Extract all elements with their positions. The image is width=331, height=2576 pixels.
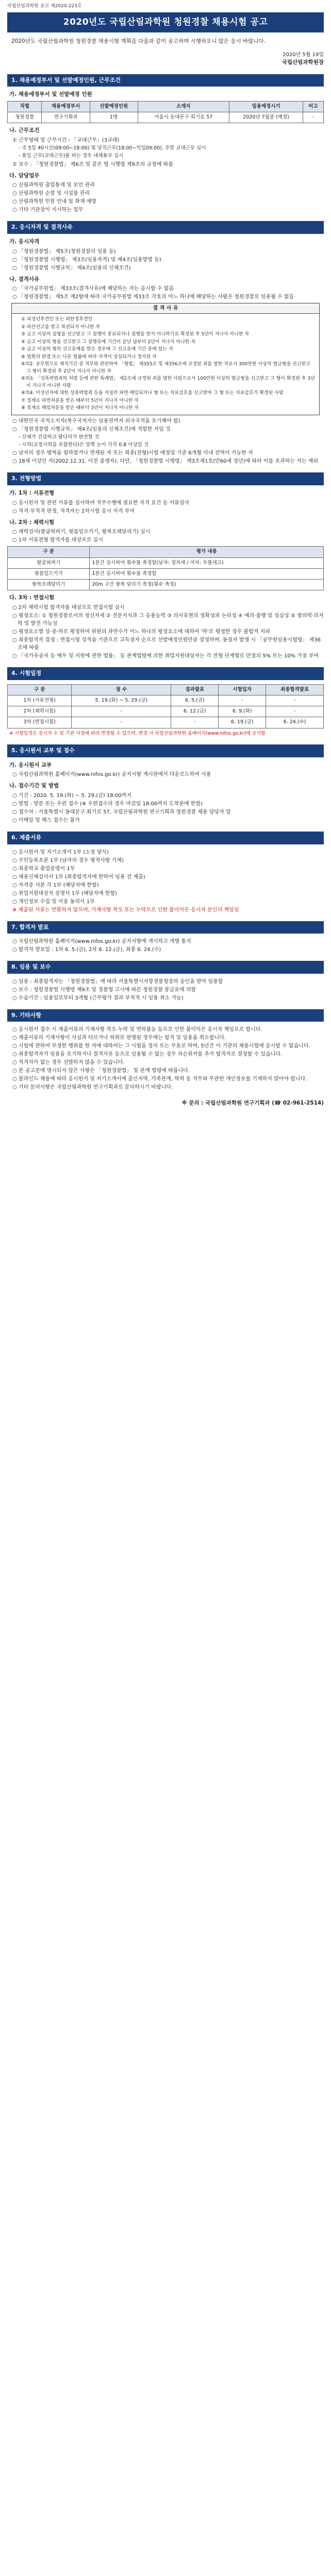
list-item: ○ 방법 : 방문 또는 우편 접수 (※ 우편접수의 경우 마감일 18:00까지 도착분에 한함) [12,801,203,807]
table-cell: 6. 24.(수) [266,717,324,728]
section-heading-6: 6. 제출서류 [7,832,324,844]
col-header: 구 분 [8,684,72,695]
box-item: ⑦ 징계로 파면처분을 받은 때부터 5년이 지나지 아니한 자 [21,398,139,403]
section-heading-1: 1. 채용예정부서 및 선발예정인원, 근무조건 [7,74,324,87]
list-item: ○ 시험에 관하여 부정한 행위를 한 자에 대하여는 그 시험을 정지 또는 무효로 하며, 5년간 이 기관의 채용시험에 응시할 수 없습니다. [12,1043,310,1049]
list-item: ○ 수습기간 : 임용일로부터 3개월 (근무평가 결과 부적격 시 임용 취소 가능) [12,995,184,1001]
table-cell: 1분간 실시하여 횟수를 측정함 [90,568,324,579]
col-header: 구 분 [8,547,90,557]
list-item: ○ 최종학교 졸업증명서 1부 [12,866,75,872]
box-item: ⑤ 금고 이상의 형의 선고유예를 받은 경우에 그 선고유예 기간 중에 있는 자 [21,347,173,352]
list-item: ○ 「국가공무원법」 제33조(결격사유)에 해당하는 자는 응시할 수 없음 [12,286,174,292]
col-header: 소재지 [138,101,229,112]
list-item: ○ 보수 : 청원경찰법 시행령 제9조 및 경찰청 고시에 따른 청원경찰 봉급표에 의함 [12,987,196,993]
list-item: ○ 제출서류의 기재사항이 사실과 다르거나 허위로 판명된 경우에는 합격 및 임용을 취소합니다. [12,1035,226,1041]
list-item: ○ 블라인드 채용에 따라 응시원서 및 자기소개서에 출신지역, 가족관계, 학력 등 직무와 무관한 개인정보를 기재하지 말아야 합니다. [12,1076,307,1082]
notice-number: 국립산림과학원 공고 제2020-223호 [7,4,82,9]
list-item: ○ 2차 체력시험 합격자를 대상으로 면접시험 실시 [12,605,125,611]
table-cell: - [266,706,324,717]
section-heading-4: 4. 시험일정 [7,667,324,680]
s3-sub-da: 다. 3차 : 면접시험 [9,595,55,601]
box-item: ⑥ 법원의 판결 또는 다른 법률에 따라 자격이 상실되거나 정지된 자 [21,354,157,360]
list-item: ○ 최종합격자가 임용을 포기하거나 결격사유 등으로 임용될 수 없는 경우 차순위자를 추가 합격자로 결정할 수 있습니다. [12,1052,283,1057]
list-item: - 주 5일 40시간(09:00~18:00) 및 당직근무(18:00~익일09:00), 주말 교대근무 실시 [19,145,206,151]
list-item: ○ 「청원경찰법 시행규칙」 제4조(임용의 신체조건)에 적합한 자일 것 [12,426,171,432]
list-item: ○ 응시원서 및 관련 서류를 심사하여 직무수행에 필요한 자격 요건 등 서류심사 [12,500,190,506]
list-item: ○ 적격·부적격 판정, 적격자는 2차시험 응시 자격 부여 [12,508,135,514]
issuing-org: 국립산림과학원장 [282,59,324,65]
list-item: - 휴일 근무(교대근무)를 하는 경우 대체휴무 실시 [19,153,124,159]
section-heading-9: 9. 기타사항 [7,1009,324,1022]
fitness-table [7,546,324,590]
list-item: ○ 「청원경찰법」 제5조 제2항에 따라 국가공무원법 제33조 각호의 어느 하나에 해당하는 사람은 청원경찰로 임용될 수 없음 [12,294,294,300]
list-item: ○ 기간 : 2020. 5. 19.(화) ~ 5. 29.(금) 18:00까지 [12,793,131,799]
table-cell: 청원경찰 [8,112,42,123]
box-item: ⑥의4. 미성년자에 대한 성폭력범죄 등을 저질러 파면·해임되거나 형 또는 치료감호를 선고받아 그 형 또는 치료감호가 확정된 사람 [21,391,284,396]
table-row [8,112,324,123]
list-item: ○ 산림과학원 순찰 및 시설물 관리 [12,191,90,197]
col-header: 평가 내용 [90,547,324,557]
section-heading-2: 2. 응시자격 및 결격사유 [7,221,324,234]
table-cell: 서울시 동대문구 회기로 57 [138,112,229,123]
schedule-table [7,684,324,728]
schedule-note: ※ 시험일정은 응시자 수 및 기관 사정에 따라 변경될 수 있으며, 변경 시 국립산림과학원 홈페이지(www.nifos.go.kr)에 공지함 [9,731,266,736]
list-item: ① 근무형태 및 근무시간 : 「교대근무」(3교대) [12,138,120,143]
page-title: 2020년도 국립산림과학원 청원경찰 채용시험 공고 [7,12,324,33]
table-cell: 6. 12.(금) [171,706,219,717]
s1-sub-na: 나. 근무조건 [9,127,40,134]
list-item: ○ 이메일 및 팩스 접수는 불가 [12,818,80,823]
list-item: ○ 18세 이상인 자(2002.12.31. 이전 출생자). 다만, 「청원경찰법 시행령」 제3조제1호(만60세 정년)에 따라 이를 초과하는 자는 제외 [12,459,319,465]
col-header: 임용예정시기 [229,101,303,112]
list-item: ○ 본 공고문에 명시되지 않은 사항은 「청원경찰법」 및 관계 법령에 따릅니다. [12,1068,190,1074]
list-item: ○ 자격증 사본 각 1부 (해당자에 한함) [12,882,99,888]
list-item: ○ 체력검사(팔굽혀펴기, 윗몸일으키기, 왕복오래달리기) 실시 [12,529,151,535]
list-item: ○ 적격자가 없는 경우 선발하지 않을 수 있습니다. [12,1060,125,1065]
list-item: ○ 「청원경찰법」 제5조(청원경찰의 임용 등) [12,248,116,255]
list-item: - 신체가 건강하고 팔다리가 완전할 것 [19,434,100,440]
table-cell: - [72,717,171,728]
box-item: ⑥의3. 「성폭력범죄의 처벌 등에 관한 특례법」 제2조에 규정된 죄를 범한 사람으로서 100만원 이상의 벌금형을 선고받고 그 형이 확정된 후 3년이 지나지 아니한 사람 [21,376,315,388]
s2-sub-na: 나. 결격사유 [9,276,40,282]
table-cell: - [266,695,324,706]
list-item: ○ 기타 기관장이 지시하는 업무 [12,207,84,213]
list-item: ○ 국립산림과학원 홈페이지(www.nifos.go.kr) 공지사항에 게시하고 개별 통지 [12,939,191,944]
section-heading-3: 3. 전형방법 [7,472,324,485]
list-item: ○ 접수처 : 서울특별시 동대문구 회기로 57, 국립산림과학원 연구기획과 청원경찰 채용 담당자 앞 [12,809,231,815]
col-header: 비고 [303,101,324,112]
table-cell: 1분간 실시하여 횟수를 측정함(남자: 정자세 / 여자: 무릎대고) [90,557,324,568]
table-cell: 팔굽혀펴기 [8,557,90,568]
table-cell: 연구기획과 [42,112,90,123]
list-item: ○ 응시원서 및 자기소개서 1부 (소정 양식) [12,849,109,855]
table-cell: 왕복오래달리기 [8,580,90,590]
recruitment-table [7,101,324,124]
intro-text: 2020년도 국립산림과학원 청원경찰 채용시험 계획을 다음과 같이 공고하며 시행하오니 많은 응시 바랍니다. [11,38,266,44]
list-item: ○ 「국가유공자 등 예우 및 지원에 관한 법률」 등 관계법령에 의한 취업지원대상자는 각 전형 단계별로 만점의 5% 또는 10% 가점 부여 [12,653,319,659]
table-row [8,580,324,590]
notice-page [0,0,331,1118]
section-heading-7: 7. 합격자 발표 [7,921,324,934]
table-cell: 6. 5.(금) [171,695,219,706]
table-cell: 3차 (면접시험) [8,717,72,728]
table-row [8,717,324,728]
list-item: ○ 산림과학원 민원 안내 및 화재 예방 [12,199,97,205]
section-heading-5: 5. 응시원서 교부 및 접수 [7,744,324,757]
list-item: ○ 국립산림과학원 홈페이지(www.nifos.go.kr) 공지사항 게시판에서 다운로드하여 사용 [12,772,211,778]
list-item: ② 보수 : 「청원경찰법」 제6조 및 같은 법 시행령 제9조의 규정에 따름 [12,161,173,167]
table-cell: - [72,706,171,717]
col-header: 접 수 [72,684,171,695]
list-item: - 시력(교정시력을 포함한다)은 양쪽 눈이 각각 0.8 이상일 것 [19,442,149,448]
list-item: ○ 평정요소별 상·중·하로 평정하여 위원의 과반수가 어느 하나의 평정요소에 대하여 '하'로 평정한 경우 불합격 처리 [12,629,270,635]
table-cell: 2차 (체력시험) [8,706,72,717]
table-cell: - [303,112,324,123]
col-header: 직렬 [8,101,42,112]
col-header: 선발예정인원 [90,101,138,112]
table-row [8,706,324,717]
list-item: ○ 기타 문의사항은 국립산림과학원 연구기획과로 문의하시기 바랍니다. [12,1084,173,1090]
box-item: ③ 금고 이상의 실형을 선고받고 그 집행이 종료되거나 집행을 받지 아니하기로 확정된 후 5년이 지나지 아니한 자 [21,332,250,337]
s3-sub-ga: 가. 1차 : 서류전형 [9,489,55,496]
list-item: ○ 개인정보 수집 및 이용 동의서 1부 [12,899,95,905]
table-cell: 6. 19.(금) [219,717,266,728]
list-item: ○ 취업지원대상자 증명서 1부 (해당자에 한함) [12,890,118,896]
s2-sub-ga: 가. 응시자격 [9,238,40,245]
box-item: ① 피성년후견인 또는 피한정후견인 [21,317,93,323]
s1-sub-ga: 가. 채용예정부서 및 선발예정 인원 [9,91,92,97]
table-cell: 2020년 7월중 (예정) [229,112,303,123]
list-item: ○ 최종합격자 결정 : 면접시험 성적을 기준으로 고득점자 순으로 선발예정인원만큼 결정하며, 동점자 발생 시 「공무원임용시험령」 제36조에 따름 [12,637,321,651]
section-heading-8: 8. 임용 및 보수 [7,961,324,974]
list-item: ○ 합격자 발표일 : 1차 6. 5.(금), 2차 6. 12.(금), 최종 6. 24.(수) [12,947,161,953]
list-item: ○ 임용 : 최종합격자는 「청원경찰법」에 따라 서울특별시지방경찰청장의 승인을 받아 임용함 [12,978,223,985]
table-cell: - [171,717,219,728]
col-header: 채용예정부서 [42,101,90,112]
box-title: 결 격 사 유 [12,303,319,314]
notice-date: 2020년 5월 19일 [283,52,324,58]
table-cell: 1차 (서류전형) [8,695,72,706]
col-header: 최종합격발표 [266,684,324,695]
col-header: 결과발표 [171,684,219,695]
list-item: ○ 평정요소: ① 청원경찰로서의 정신자세 ② 전문지식과 그 응용능력 ③ 의사표현의 정확성과 논리성 ④ 예의·품행 및 성실성 ⑤ 창의력·의지력 및 발전 가능성 [12,613,324,626]
list-item: ○ 「청원경찰법 시행령」 제3조(임용자격) 및 제4조(임용방법 등) [12,257,161,263]
list-item: ○ 대한민국 국적소지자(복수국적자는 임용전까지 외국국적을 포기해야 함) [12,418,180,424]
disqualification-box [11,303,320,415]
box-item: ⑥의2. 공무원으로 재직기간 중 직무와 관련하여 「형법」 제355조 및 제356조에 규정된 죄를 범한 자로서 300만원 이상의 벌금형을 선고받고 그 형이 확정된 후 2년이 지나지 아니한 자 [21,362,310,374]
s5-sub-ga: 가. 응시원서 교부 [9,761,52,768]
s1-sub-da: 다. 담당업무 [9,172,40,179]
table-cell: 1명 [90,112,138,123]
list-item: ○ 주민등록초본 1부 (남자의 경우 병적사항 기재) [12,857,124,863]
table-cell: 5. 19.(화) ~ 5. 29.(금) [72,695,171,706]
table-row [8,557,324,568]
list-item: ○ 「청원경찰법 시행규칙」 제4조(임용의 신체조건) [12,265,131,271]
box-item: ④ 금고 이상의 형을 선고받고 그 집행유예 기간이 끝난 날부터 2년이 지나지 아니한 자 [21,339,195,345]
box-item: ② 파산선고를 받고 복권되지 아니한 자 [21,324,100,330]
list-item: ○ 산림과학원 출입통제 및 보안 관리 [12,182,95,189]
table-cell: 6. 9.(화) [219,706,266,717]
list-item: ※ 제출된 서류는 반환하지 않으며, 기재사항 착오 또는 누락으로 인한 불이익은 응시자 본인의 책임임 [12,907,239,913]
s5-sub-na: 나. 접수기간 및 방법 [9,783,59,789]
box-item: ⑧ 징계로 해임처분을 받은 때부터 3년이 지나지 아니한 자 [21,405,139,411]
list-item: ○ 남자의 경우 병역을 필하였거나 면제된 자 또는 최종(전형)시험 예정일 기준 6개월 이내 전역이 가능한 자 [12,450,253,456]
table-cell: 윗몸일으키기 [8,568,90,579]
table-row [8,695,324,706]
contact-phone: ※ 문의 : 국립산림과학원 연구기획과 (☎ 02-961-2514) [181,1100,324,1106]
s3-sub-na: 나. 2차 : 체력시험 [9,519,55,526]
table-cell: - [219,695,266,706]
table-row [8,568,324,579]
list-item: ○ 채용신체검사서 1부 (최종합격자에 한하여 임용 전 제출) [12,874,145,880]
list-item: ○ 1차 서류전형 합격자를 대상으로 실시 [12,537,103,544]
list-item: ○ 응시원서 접수 시 제출서류의 기재사항 착오·누락 및 연락불능 등으로 인한 불이익은 응시자 책임으로 합니다. [12,1027,262,1032]
table-cell: 20m 구간 왕복 달리기 측정(횟수 측정) [90,580,324,590]
col-header: 시험일자 [219,684,266,695]
